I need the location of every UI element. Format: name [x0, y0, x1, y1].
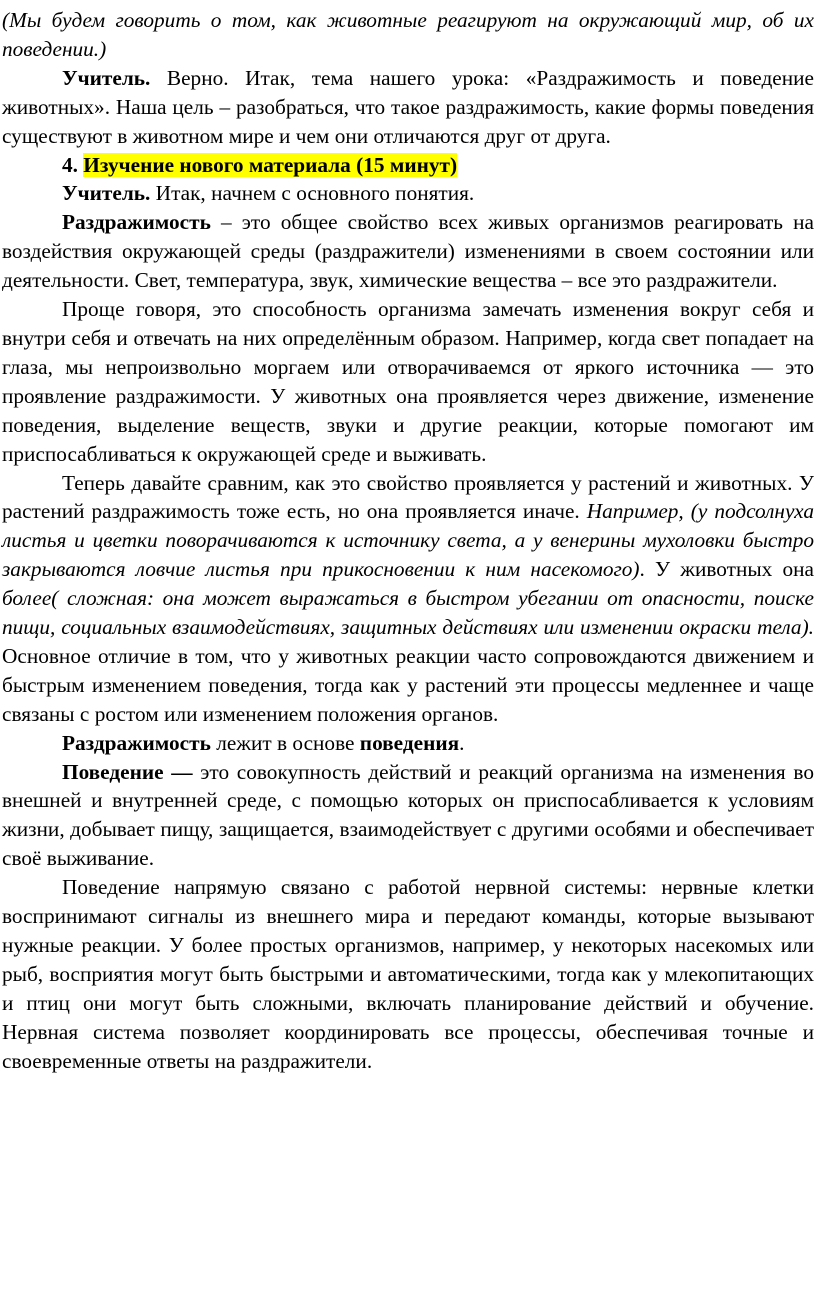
paragraph-text: . У животных она — [639, 557, 814, 582]
paragraph-basis — [2, 729, 814, 758]
paragraph-text: лежит в основе — [210, 730, 360, 755]
speaker-label: Учитель. — [62, 65, 151, 90]
paragraph-topic — [2, 64, 814, 151]
term-bold: Раздражимость — [62, 210, 211, 235]
paragraph-start — [2, 179, 814, 208]
paragraph-text: . — [459, 730, 465, 755]
paragraph-comparison — [2, 469, 814, 729]
paragraph-definition-behavior — [2, 758, 814, 874]
paragraph-text: Теперь давайте сравним, как это свойство проявляется у растений и животных. У растений раздражимость тоже есть, но она проявляется иначе. — [2, 470, 814, 524]
italic-example-plants: Например, (у подсолнуха листья и цветки поворачиваются к источнику света, а у венерины мухоловки быстро закрываются ловчие листья при прикосновении к ним насекомого) — [2, 499, 814, 582]
term-bold: поведения — [359, 730, 460, 755]
paragraph-text: Верно. Итак, тема нашего урока: «Раздражимость и поведение животных». Наша цель – разобраться, что такое раздражимость, какие формы поведения существуют в животном мире и чем они отличаются друг от друга. — [2, 65, 814, 148]
term-bold: Раздражимость — [62, 730, 211, 755]
paragraph-nervous-system: Поведение напрямую связано с работой нервной системы: нервные клетки воспринимают сигналы из внешнего мира и передают команды, которые вызывают нужные реакции. У более простых организмов, например, у некоторых насекомых или рыб, восприятия могут быть быстрыми и автоматическими, тогда как у млекопитающих и птиц они могут быть сложными, включать планирование действий и обучение. Нервная система позволяет координировать все процессы, обеспечивая точные и своевременные ответы на раздражители. — [2, 875, 814, 1073]
italic-example-animals: более( сложная: она может выражаться в быстром убегании от опасности, поиске пищи, социальных взаимодействиях, защитных действиях или изменении окраски тела). — [2, 586, 814, 640]
paragraph-text: Итак, начнем с основного понятия. — [150, 181, 475, 206]
term-bold: Поведение — — [62, 759, 193, 784]
paragraph-text: – это общее свойство всех живых организмов реагировать на воздействия окружающей среды (раздражители) изменениями в своем состоянии или деятельности. Свет, температура, звук, химические вещества – все это раздражители. — [2, 210, 814, 293]
paragraph-text: Основное отличие в том, что у животных реакции часто сопровождаются движением и быстрым изменением поведения, тогда как у растений эти процессы медленнее и чаще связаны с ростом или изменением положения органов. — [2, 643, 814, 726]
paragraph-text: это совокупность действий и реакций организма на изменения во внешней и внутренней среде, с помощью которых он приспосабливается к условиям жизни, добывает пищу, защищается, взаимодействует с другими особями и обеспечивает своё выживание. — [2, 759, 814, 871]
section-heading — [2, 151, 814, 180]
paragraph-definition-irritability — [2, 208, 814, 295]
paragraph-explanation: Проще говоря, это способность организма замечать изменения вокруг себя и внутри себя и отвечать на них определённым образом. Например, когда свет попадает на глаза, мы непроизвольно моргаем или отворачиваемся от яркого источника — это проявление раздражимости. У животных она проявляется через движение, изменение поведения, выделение веществ, звуки и другие реакции, которые помогают им приспосабливаться к окружающей среде и выживать. — [2, 297, 814, 466]
intro-italic-paragraph: (Мы будем говорить о том, как животные реагируют на окружающий мир, об их поведении.) — [2, 8, 814, 61]
section-title-highlight: Изучение нового материала (15 минут) — [83, 152, 458, 177]
section-number: 4. — [62, 152, 84, 177]
speaker-label: Учитель. — [62, 181, 151, 206]
